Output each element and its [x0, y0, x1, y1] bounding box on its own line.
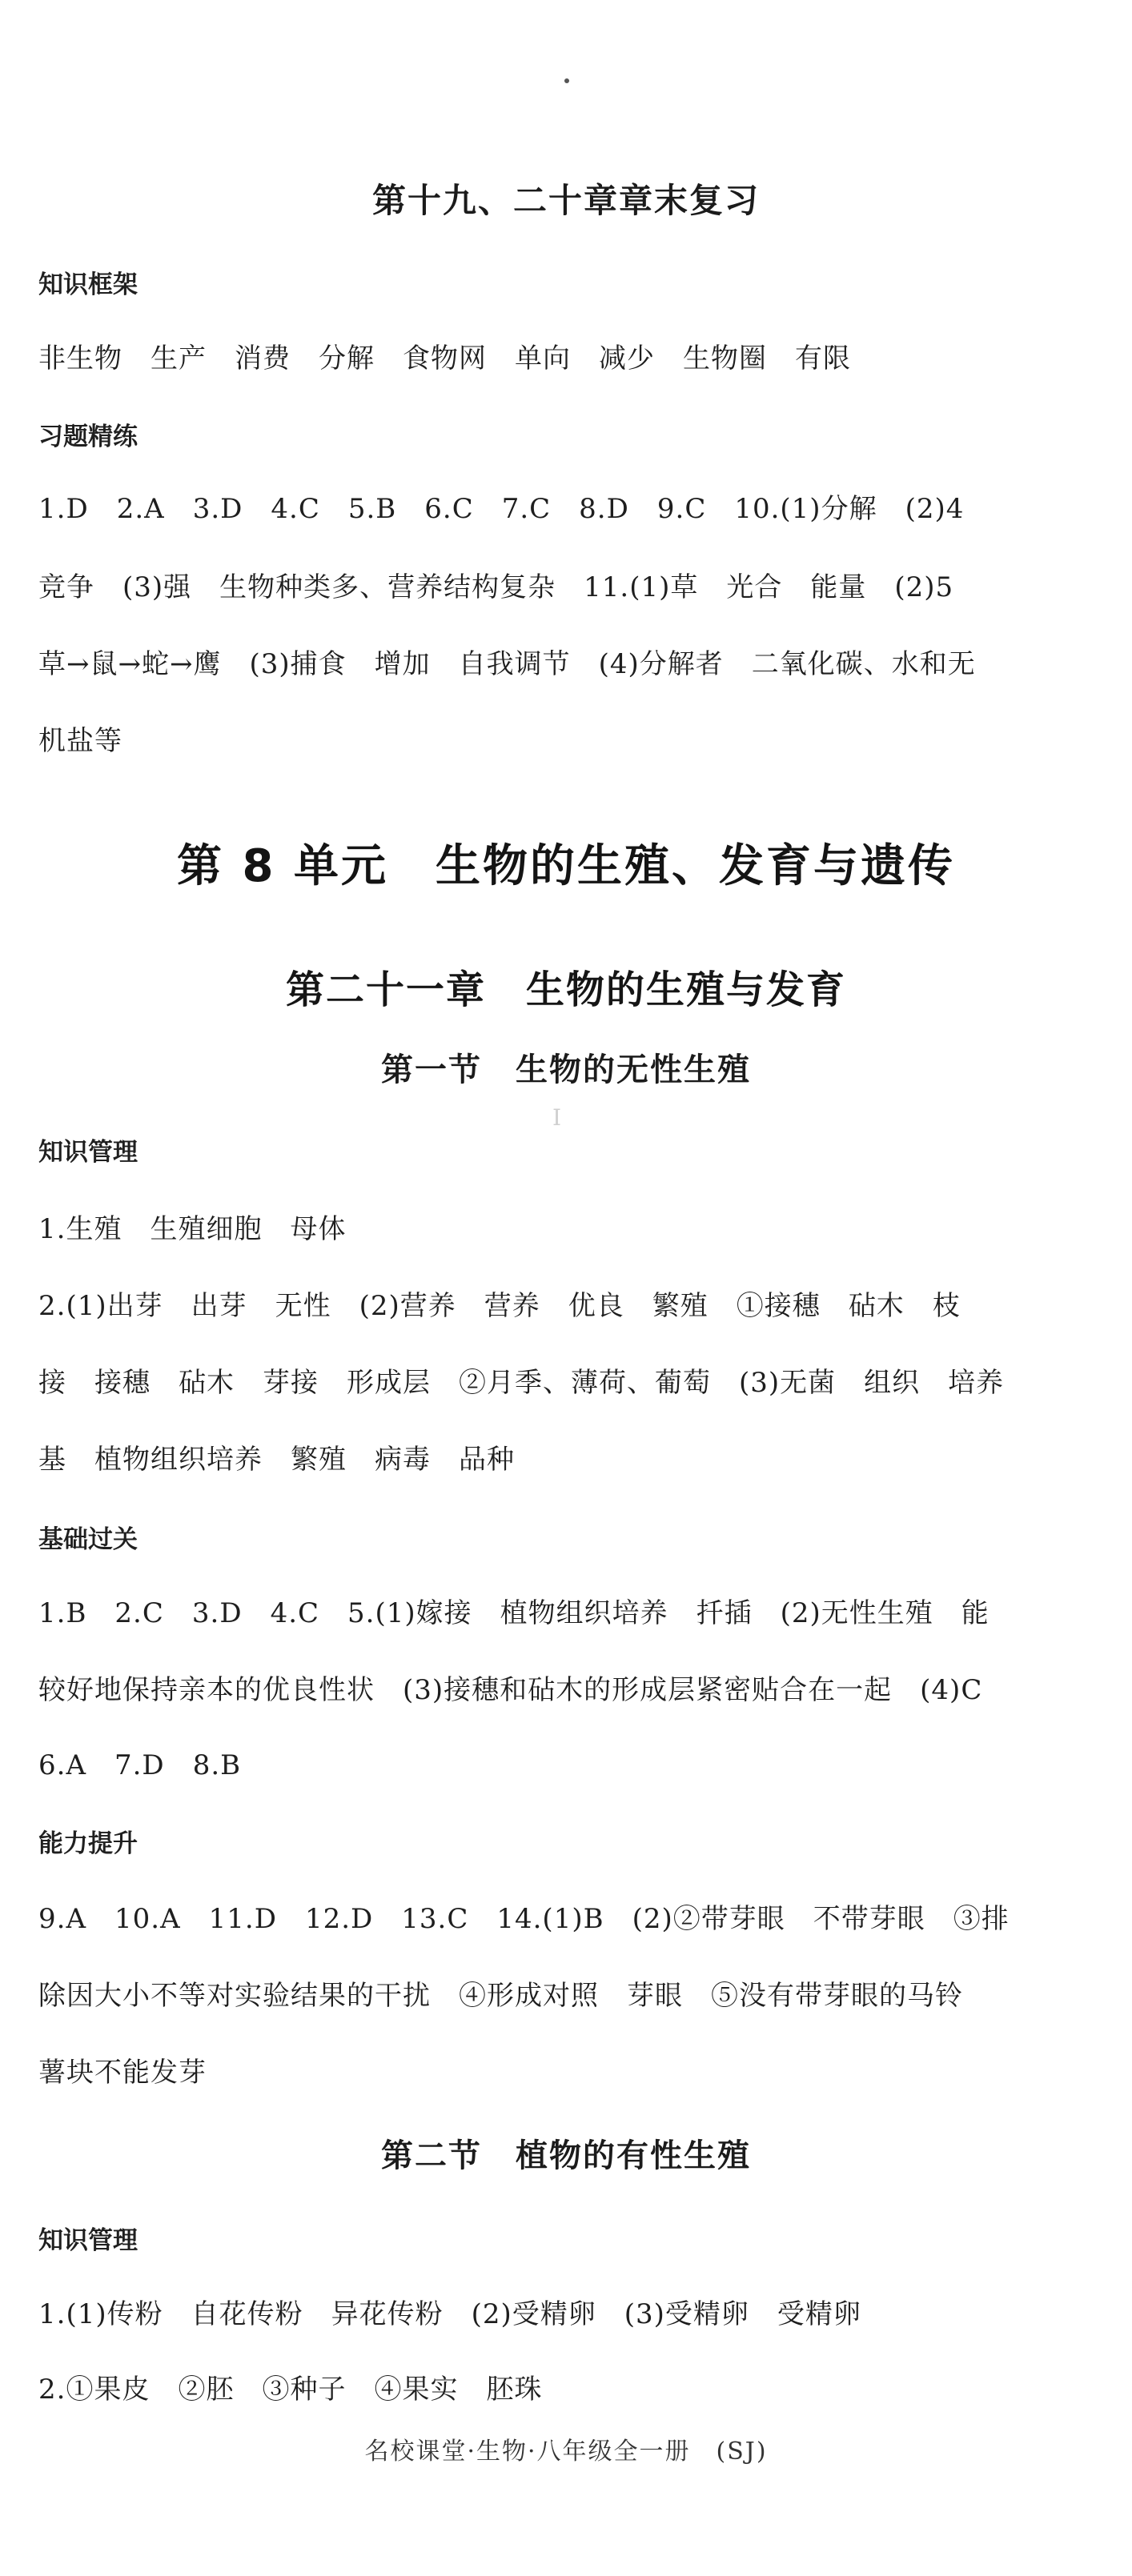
- basic-line: 较好地保持亲本的优良性状 (3)接穗和砧木的形成层紧密贴合在一起 (4)C: [38, 1674, 983, 1706]
- ability-line: 薯块不能发芽: [38, 2057, 207, 2089]
- page-footer: 名校课堂·生物·八年级全一册 (SJ): [364, 2438, 768, 2466]
- exercise-line: 1.D 2.A 3.D 4.C 5.B 6.C 7.C 8.D 9.C 10.(1)分解 (2)4: [38, 493, 965, 525]
- basic-line: 1.B 2.C 3.D 4.C 5.(1)嫁接 植物组织培养 扦插 (2)无性生殖 能: [38, 1597, 989, 1629]
- bleed-through-mark: I: [552, 1104, 562, 1131]
- decorative-dot: [564, 78, 569, 83]
- knowledge-management-line: 2.(1)出芽 出芽 无性 (2)营养 营养 优良 繁殖 ①接穗 砧木 枝: [38, 1290, 961, 1322]
- ability-line: 除因大小不等对实验结果的干扰 ④形成对照 芽眼 ⑤没有带芽眼的马铃: [38, 1980, 963, 2012]
- section-1-title: 第一节 生物的无性生殖: [381, 1052, 751, 1088]
- chapter-19-20-review-title: 第十九、二十章章末复习: [371, 181, 760, 220]
- heading-knowledge-framework: 知识框架: [38, 270, 138, 299]
- heading-knowledge-management: 知识管理: [38, 2226, 138, 2255]
- heading-basic: 基础过关: [38, 1525, 138, 1554]
- exercise-line: 机盐等: [38, 725, 122, 757]
- chapter-21-title: 第二十一章 生物的生殖与发育: [285, 968, 846, 1012]
- knowledge-management-line: 接 接穗 砧木 芽接 形成层 ②月季、薄荷、葡萄 (3)无菌 组织 培养: [38, 1367, 1005, 1399]
- heading-ability: 能力提升: [38, 1829, 138, 1858]
- basic-line: 6.A 7.D 8.B: [38, 1749, 242, 1781]
- unit-8-title: 第 8 单元 生物的生殖、发育与遗传: [177, 840, 955, 892]
- heading-knowledge-management: 知识管理: [38, 1138, 138, 1167]
- knowledge-management-line: 基 植物组织培养 繁殖 病毒 品种: [38, 1444, 515, 1476]
- section-2-title: 第二节 植物的有性生殖: [381, 2137, 751, 2174]
- knowledge-framework-answers: 非生物 生产 消费 分解 食物网 单向 减少 生物圈 有限: [38, 343, 851, 375]
- knowledge-management-line: 1.生殖 生殖细胞 母体: [38, 1213, 347, 1245]
- knowledge-management-line: 1.(1)传粉 自花传粉 异花传粉 (2)受精卵 (3)受精卵 受精卵: [38, 2298, 861, 2330]
- exercise-line: 竞争 (3)强 生物种类多、营养结构复杂 11.(1)草 光合 能量 (2)5: [38, 571, 954, 603]
- heading-exercises: 习题精练: [38, 423, 138, 451]
- knowledge-management-line: 2.①果皮 ②胚 ③种子 ④果实 胚珠: [38, 2374, 543, 2406]
- ability-line: 9.A 10.A 11.D 12.D 13.C 14.(1)B (2)②带芽眼 不带芽眼 ③排: [38, 1903, 1010, 1935]
- exercise-line: 草→鼠→蛇→鹰 (3)捕食 增加 自我调节 (4)分解者 二氧化碳、水和无: [38, 648, 976, 680]
